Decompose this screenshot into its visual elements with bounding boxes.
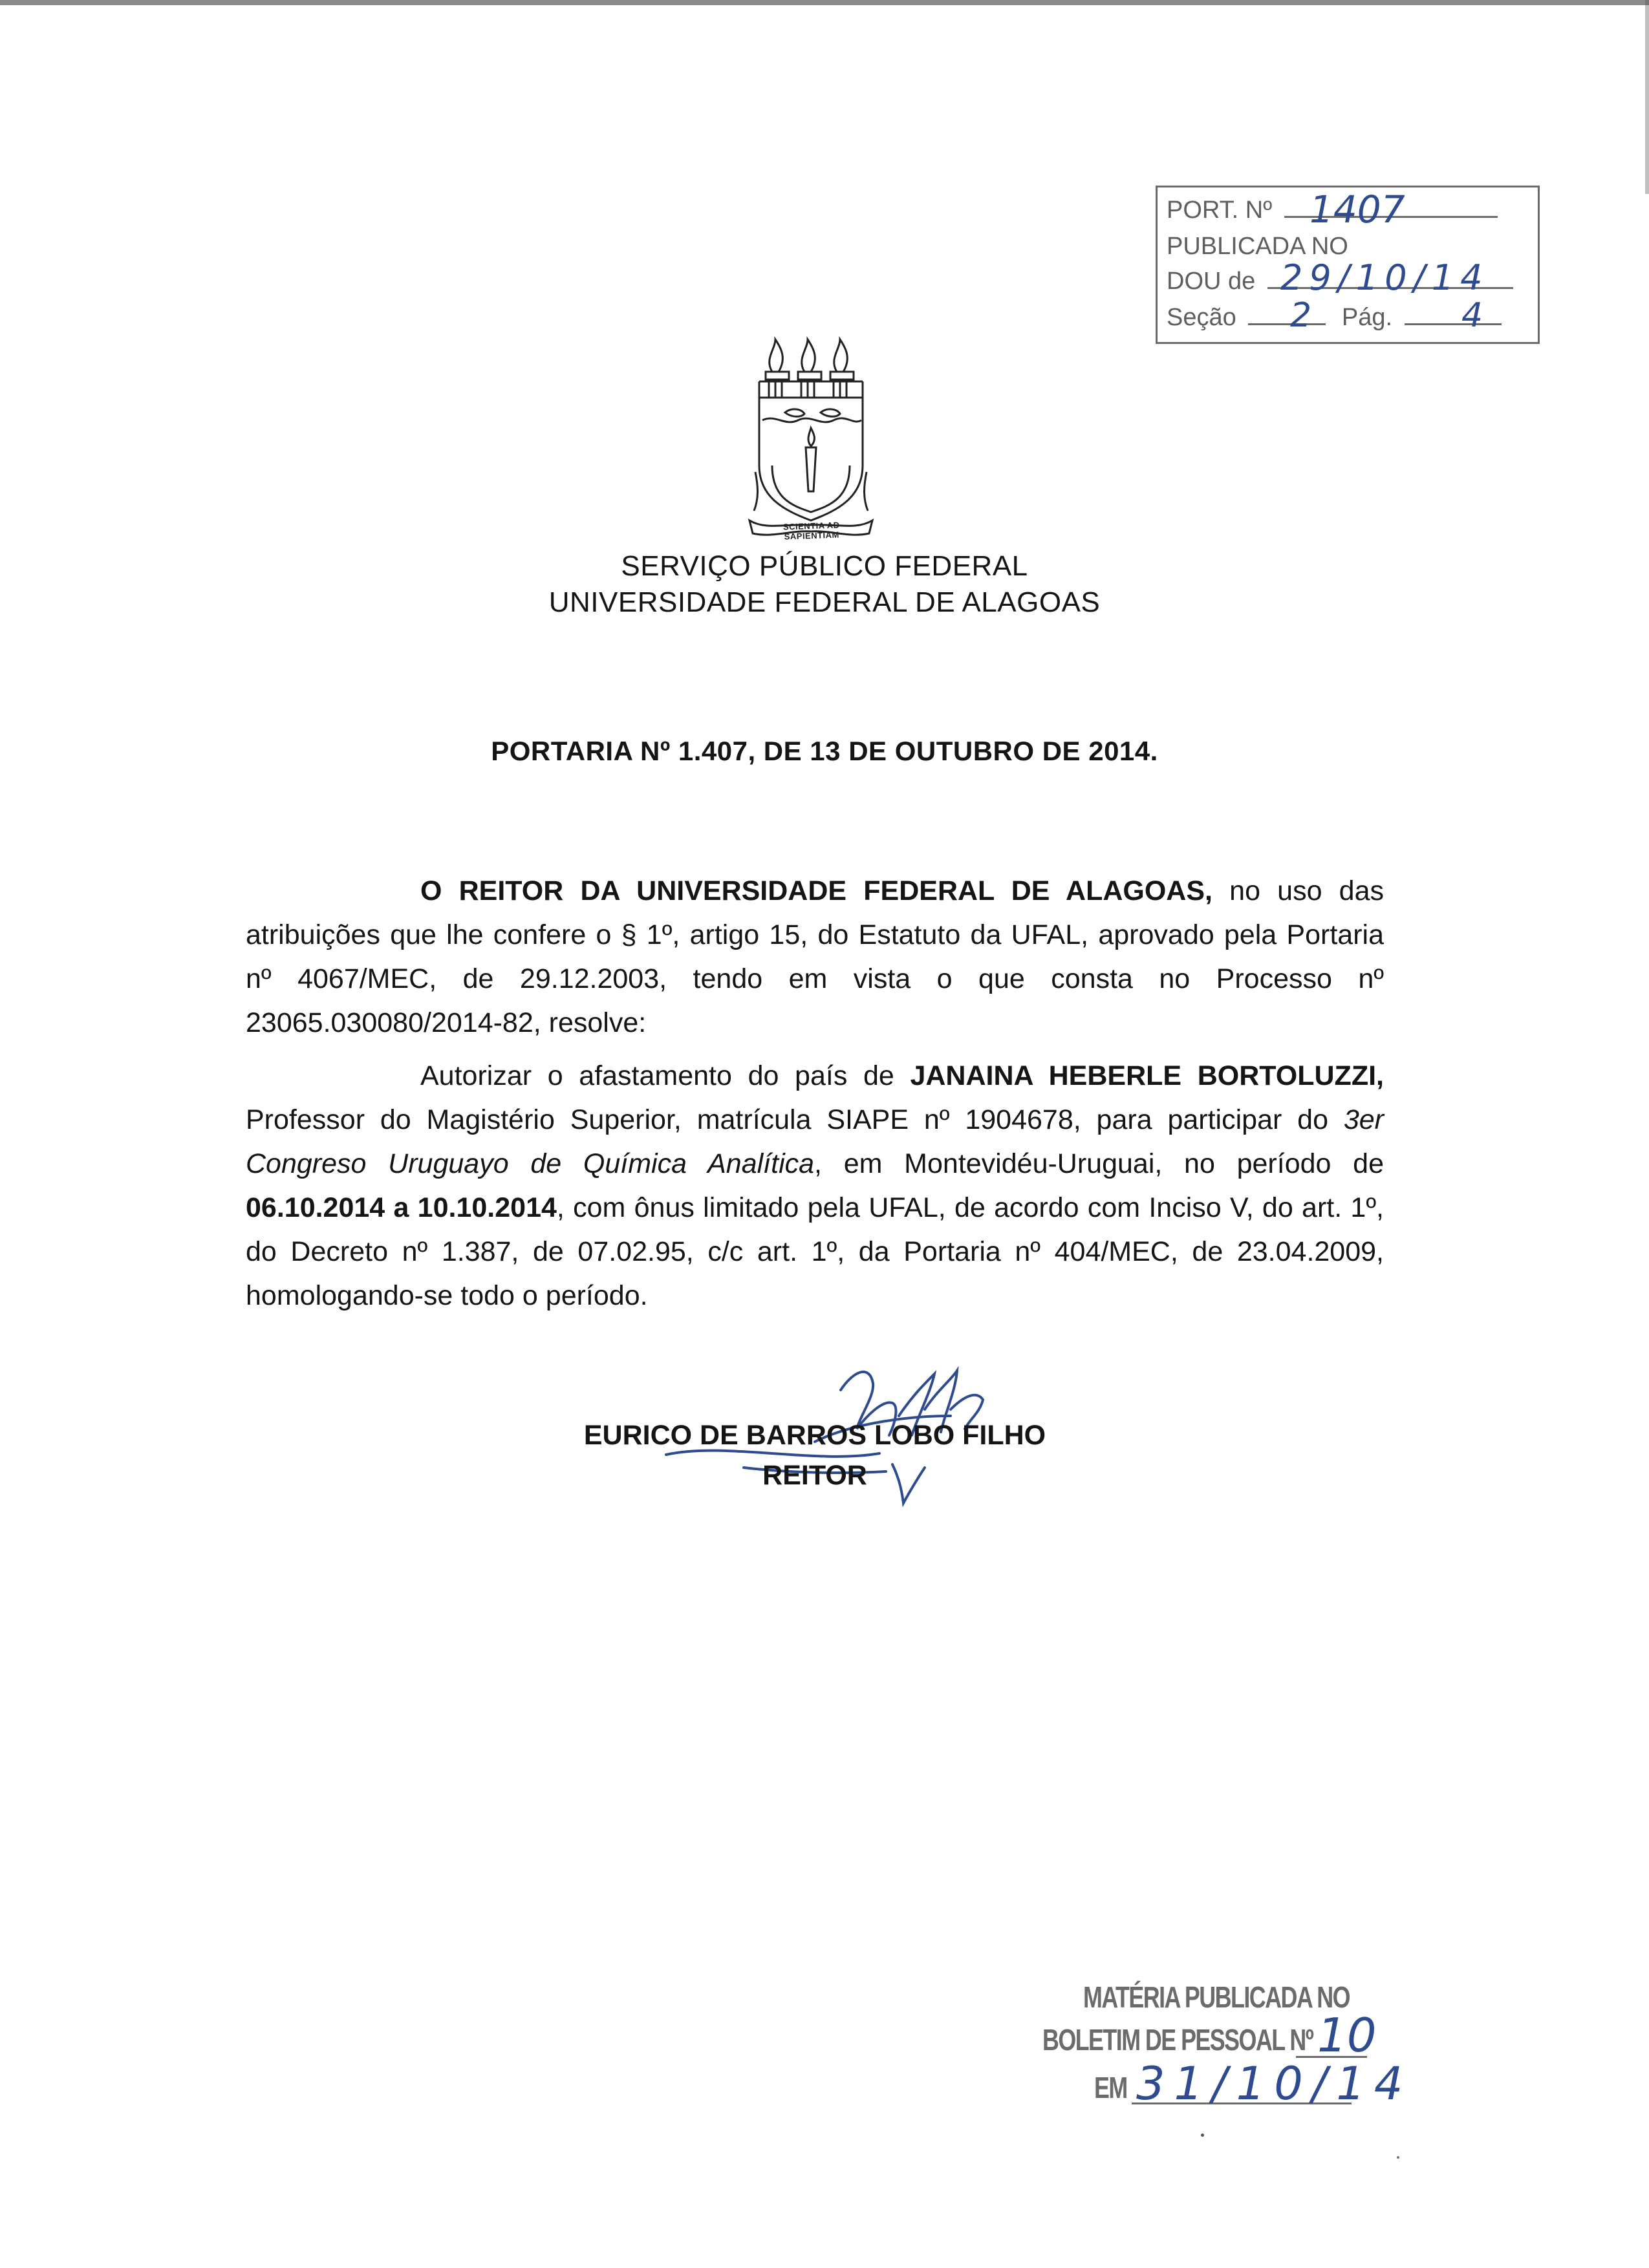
authorization-text-2: Professor do Magistério Superior, matrícula SIAPE nº 1904678, para participar do xyxy=(246,1104,1344,1135)
signatory-name: EURICO DE BARROS LOBO FILHO xyxy=(583,1420,1046,1451)
paragraph-preamble xyxy=(246,869,1384,1045)
preamble-text: no uso das atribuições que lhe confere o § 1º, artigo 15, do Estatuto da UFAL, aprovado pela Portaria nº 4067/MEC, de 29.12.2003, tendo em vista o que consta no Processo nº 23065.030080/2014-82, resolve: xyxy=(246,875,1384,1038)
publication-stamp-dou xyxy=(1156,186,1540,344)
boletim-stamp-line3-label: EM xyxy=(1094,2071,1127,2104)
stamp-dou-label: DOU de xyxy=(1167,268,1256,295)
scan-speck xyxy=(1397,2156,1399,2159)
header-service: SERVIÇO PÚBLICO FEDERAL xyxy=(621,550,1028,582)
scan-speck xyxy=(1201,2134,1204,2137)
authorization-person-name: JANAINA HEBERLE BORTOLUZZI, xyxy=(910,1060,1384,1091)
paragraph-authorization xyxy=(246,1054,1384,1318)
stamp-secao-label: Seção xyxy=(1167,304,1236,331)
portaria-title: PORTARIA Nº 1.407, DE 13 DE OUTUBRO DE 2014. xyxy=(491,736,1158,766)
boletim-stamp-line2-label: BOLETIM DE PESSOAL Nº xyxy=(1042,2023,1313,2057)
boletim-stamp-line1: MATÉRIA PUBLICADA NO xyxy=(1083,1980,1350,2014)
stamp-port-label: PORT. Nº xyxy=(1167,197,1273,224)
ufal-crest-logo xyxy=(746,336,876,538)
stamp-secao-row xyxy=(1167,304,1502,332)
stamp-pag-underline xyxy=(1405,317,1502,325)
boletim-number-handwritten: 10 xyxy=(1317,2008,1377,2062)
authorization-text-3: , em Montevidéu-Uruguai, no período de xyxy=(814,1148,1384,1179)
boletim-date-handwritten: 31/10/14 xyxy=(1136,2057,1412,2110)
stamp-publicada-label: PUBLICADA NO xyxy=(1167,233,1348,260)
publication-stamp-boletim xyxy=(1042,1980,1412,2122)
stamp-publicada-row xyxy=(1167,233,1348,261)
authorization-text-4: , com ônus limitado pela UFAL, de acordo com Inciso V, do art. 1º, do Decreto nº 1.387, de 07.02.95, c/c art. 1º, da Portaria nº 404/MEC, de 23.04.2009, homologando-se todo o período. xyxy=(246,1192,1384,1311)
authorization-event-name: 3er Congreso Uruguayo de Química Analítica xyxy=(246,1104,1384,1179)
scan-edge-right xyxy=(1645,0,1649,194)
stamp-dou-handwritten: 29/10/14 xyxy=(1280,257,1489,298)
scan-edge-top xyxy=(0,0,1649,5)
stamp-secao-underline xyxy=(1248,317,1326,325)
preamble-bold-lead: O REITOR DA UNIVERSIDADE FEDERAL DE ALAGOAS, xyxy=(420,875,1212,906)
stamp-pag-label: Pág. xyxy=(1341,304,1393,331)
authorization-period: 06.10.2014 a 10.10.2014 xyxy=(246,1192,557,1223)
signatory-role: REITOR xyxy=(762,1460,867,1491)
stamp-port-handwritten: 1407 xyxy=(1310,187,1405,231)
header-university: UNIVERSIDADE FEDERAL DE ALAGOAS xyxy=(548,586,1101,618)
authorization-text-1: Autorizar o afastamento do país de xyxy=(420,1060,911,1091)
stamp-secao-handwritten: 2 xyxy=(1290,296,1312,335)
stamp-pag-handwritten: 4 xyxy=(1461,296,1483,335)
crest-motto: SCIENTIA AD SAPIENTIAM xyxy=(782,520,840,542)
